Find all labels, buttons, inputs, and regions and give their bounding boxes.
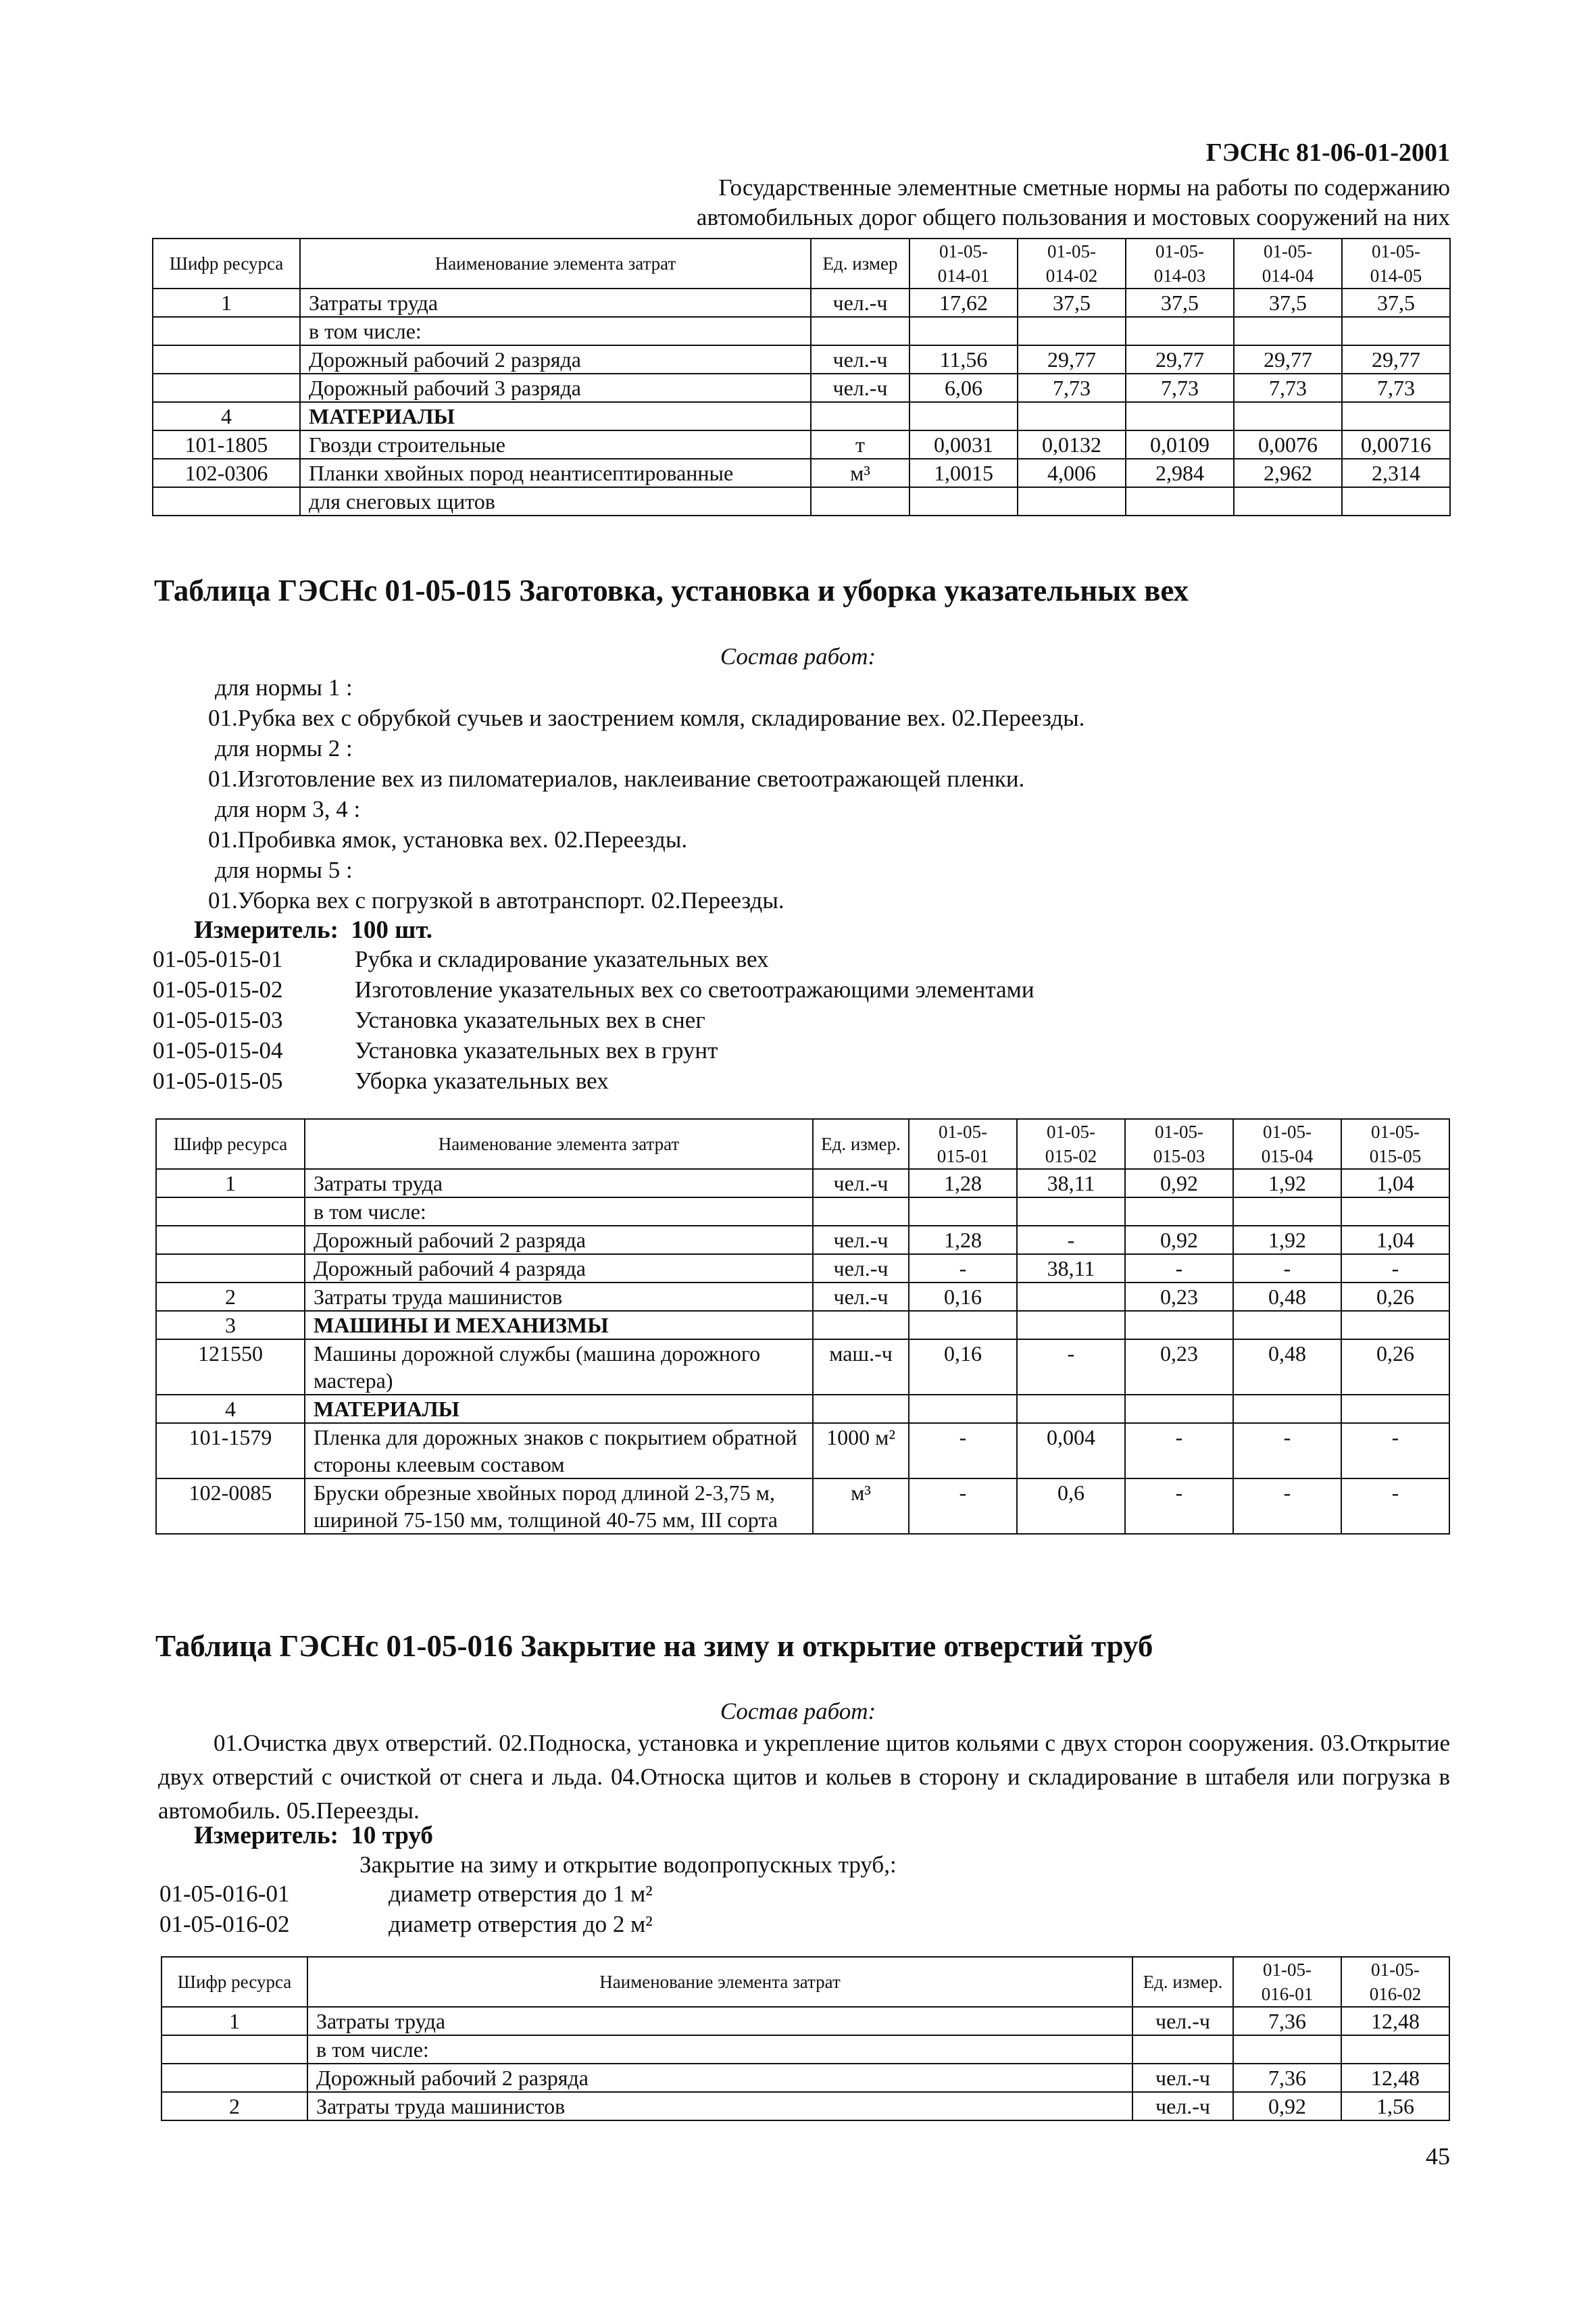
cell-value — [909, 487, 1018, 516]
cell-value — [1342, 402, 1450, 430]
column-header: 01-05- 014-01 — [909, 239, 1018, 289]
norm-code: 01-05-016-02 — [159, 1911, 290, 1937]
cell-code — [153, 317, 300, 345]
cell-unit: чел.-ч — [813, 1283, 909, 1311]
column-header: Шифр ресурса — [156, 1119, 305, 1169]
cell-code: 101-1805 — [153, 430, 300, 459]
table-row — [153, 487, 1450, 516]
cell-code: 3 — [156, 1311, 305, 1339]
cell-unit — [811, 317, 909, 345]
cell-name: Пленка для дорожных знаков с покрытием обратной стороны клеевым составом — [305, 1423, 813, 1478]
cell-value: 12,48 — [1341, 2007, 1449, 2035]
cell-value: 38,11 — [1017, 1169, 1125, 1197]
cell-value: - — [1125, 1478, 1233, 1534]
cell-value: 37,5 — [1126, 289, 1234, 317]
composition-label: Состав работ: — [720, 643, 876, 670]
cell-value: 29,77 — [1342, 345, 1450, 374]
table-header-row — [161, 1957, 1449, 2007]
cell-value: 0,92 — [1125, 1226, 1233, 1254]
norm-item — [159, 1881, 653, 1908]
measure-value: 100 шт. — [351, 916, 433, 944]
cell-code: 1 — [153, 289, 300, 317]
column-header: Шифр ресурса — [161, 1957, 307, 2007]
work-step: 01.Изготовление вех из пиломатериалов, наклеивание светоотражающей пленки. — [208, 766, 1025, 792]
cell-name: Затраты труда машинистов — [305, 1283, 813, 1311]
column-header: 01-05- 014-02 — [1018, 239, 1126, 289]
cell-code — [161, 2035, 307, 2064]
cell-code: 4 — [153, 402, 300, 430]
norm-group-label: для норм 3, 4 : — [215, 796, 361, 822]
norm-text: Установка указательных вех в грунт — [355, 1037, 718, 1064]
cell-value — [1018, 487, 1126, 516]
cell-value: 11,56 — [909, 345, 1018, 374]
cell-value — [1341, 1311, 1449, 1339]
cell-name: Бруски обрезные хвойных пород длиной 2-3,75 м, шириной 75-150 мм, толщиной 40-75 мм, III сорта — [305, 1478, 813, 1534]
norm-group-label: для нормы 2 : — [215, 735, 353, 762]
cell-value: 37,5 — [1342, 289, 1450, 317]
cell-value: - — [909, 1478, 1017, 1534]
cell-value: - — [1233, 1254, 1341, 1283]
cell-value: 0,92 — [1233, 2092, 1341, 2120]
cell-unit — [813, 1395, 909, 1423]
cell-unit: чел.-ч — [811, 289, 909, 317]
norm-code: 01-05-015-03 — [153, 1007, 283, 1033]
resource-table-016 — [161, 1956, 1450, 2121]
norm-code: 01-05-015-05 — [153, 1068, 283, 1094]
norm-text: диаметр отверстия до 1 м² — [389, 1881, 653, 1907]
cell-unit: чел.-ч — [1132, 2092, 1233, 2120]
resource-table-015 — [155, 1118, 1450, 1535]
cell-name: Затраты труда — [305, 1169, 813, 1197]
cell-value: 29,77 — [1234, 345, 1342, 374]
norm-group-label: для нормы 1 : — [215, 674, 353, 701]
column-header: 01-05- 014-04 — [1234, 239, 1342, 289]
norm-text: Изготовление указательных вех со светоотражающими элементами — [355, 976, 1034, 1003]
cell-value: 17,62 — [909, 289, 1018, 317]
cell-code — [156, 1226, 305, 1254]
table-row — [153, 374, 1450, 402]
cell-value: 0,16 — [909, 1339, 1017, 1395]
cell-value — [1341, 1197, 1449, 1226]
cell-unit: чел.-ч — [1132, 2064, 1233, 2092]
table-row — [156, 1311, 1449, 1339]
cell-name: в том числе: — [305, 1197, 813, 1226]
cell-value — [1233, 1311, 1341, 1339]
cell-value: 29,77 — [1126, 345, 1234, 374]
cell-value: 0,16 — [909, 1283, 1017, 1311]
column-header: 01-05- 014-03 — [1126, 239, 1234, 289]
cell-value: - — [1233, 1423, 1341, 1478]
cell-code — [153, 345, 300, 374]
composition-label: Состав работ: — [720, 1698, 876, 1724]
column-header: Ед. измер — [811, 239, 909, 289]
work-step: 01.Рубка вех с обрубкой сучьев и заострением комля, складирование вех. 02.Переезды. — [208, 705, 1085, 731]
table-row — [156, 1283, 1449, 1311]
cell-value: - — [1017, 1226, 1125, 1254]
column-header: 01-05- 016-01 — [1233, 1957, 1341, 2007]
column-header: 01-05- 016-02 — [1341, 1957, 1449, 2007]
cell-value: - — [1125, 1254, 1233, 1283]
page-number: 45 — [1426, 2143, 1450, 2170]
cell-value: 1,28 — [909, 1169, 1017, 1197]
cell-value — [909, 1197, 1017, 1226]
column-header: Ед. измер. — [1132, 1957, 1233, 2007]
cell-unit: маш.-ч — [813, 1339, 909, 1395]
section-title-015: Таблица ГЭСНс 01-05-015 Заготовка, установка и уборка указательных вех — [154, 574, 1189, 607]
composition-paragraph: 01.Очистка двух отверстий. 02.Подноска, установка и укрепление щитов кольями с двух сторон сооружения. 03.Открытие двух отверстий с очисткой от снега и льда. 04.Относка щитов и кольев в сторону и складирование в штабеля или погрузка в автомобиль. 05.Переезды. — [158, 1730, 1450, 1824]
cell-code: 1 — [161, 2007, 307, 2035]
norm-item — [159, 1911, 653, 1938]
column-header: 01-05- 015-01 — [909, 1119, 1017, 1169]
cell-value: - — [1341, 1478, 1449, 1534]
measure-label: Измеритель: — [194, 1822, 339, 1849]
work-step: 01.Пробивка ямок, установка вех. 02.Переезды. — [208, 826, 688, 853]
cell-unit — [813, 1197, 909, 1226]
cell-name: в том числе: — [300, 317, 811, 345]
cell-value — [1125, 1197, 1233, 1226]
table-row — [161, 2092, 1449, 2120]
table-row — [156, 1197, 1449, 1226]
cell-value: 7,73 — [1234, 374, 1342, 402]
table-row — [156, 1254, 1449, 1283]
cell-name: Гвозди строительные — [300, 430, 811, 459]
table-row — [153, 402, 1450, 430]
cell-value: 0,0076 — [1234, 430, 1342, 459]
column-header: 01-05- 015-03 — [1125, 1119, 1233, 1169]
cell-unit: м³ — [811, 459, 909, 487]
cell-value: 7,73 — [1018, 374, 1126, 402]
cell-name: Затраты труда — [300, 289, 811, 317]
norm-item — [153, 976, 1034, 1003]
cell-value: 1,04 — [1341, 1169, 1449, 1197]
cell-code: 101-1579 — [156, 1423, 305, 1478]
cell-value — [1342, 317, 1450, 345]
cell-value — [1017, 1311, 1125, 1339]
cell-code: 102-0085 — [156, 1478, 305, 1534]
measure-line — [194, 916, 432, 945]
cell-value: 1,04 — [1341, 1226, 1449, 1254]
cell-value — [1018, 317, 1126, 345]
table-row — [161, 2007, 1449, 2035]
cell-value — [1017, 1395, 1125, 1423]
cell-value: 4,006 — [1018, 459, 1126, 487]
cell-value: 0,00716 — [1342, 430, 1450, 459]
cell-code: 102-0306 — [153, 459, 300, 487]
cell-value: - — [909, 1423, 1017, 1478]
cell-value: - — [1017, 1339, 1125, 1395]
norm-text: Рубка и складирование указательных вех — [355, 946, 769, 972]
cell-value — [1017, 1283, 1125, 1311]
cell-value: 0,004 — [1017, 1423, 1125, 1478]
cell-value: 2,962 — [1234, 459, 1342, 487]
cell-value: 1,28 — [909, 1226, 1017, 1254]
table-row — [156, 1423, 1449, 1478]
cell-unit: чел.-ч — [811, 374, 909, 402]
cell-name: в том числе: — [307, 2035, 1132, 2064]
cell-name: для снеговых щитов — [300, 487, 811, 516]
norm-code: 01-05-016-01 — [159, 1881, 290, 1907]
cell-value — [1341, 2035, 1449, 2064]
cell-value: - — [1125, 1423, 1233, 1478]
norm-text: диаметр отверстия до 2 м² — [389, 1911, 653, 1937]
cell-value — [1017, 1197, 1125, 1226]
table-row — [156, 1226, 1449, 1254]
cell-code — [161, 2064, 307, 2092]
cell-code — [156, 1197, 305, 1226]
cell-value — [1234, 317, 1342, 345]
cell-unit — [811, 402, 909, 430]
document-title-line1: Государственные элементные сметные нормы на работы по содержанию — [718, 174, 1450, 201]
column-header: Шифр ресурса — [153, 239, 300, 289]
cell-value: 37,5 — [1234, 289, 1342, 317]
cell-value: 0,92 — [1125, 1169, 1233, 1197]
cell-value: 38,11 — [1017, 1254, 1125, 1283]
work-step: 01.Уборка вех с погрузкой в автотранспорт. 02.Переезды. — [208, 887, 784, 914]
norm-text: Установка указательных вех в снег — [355, 1007, 705, 1033]
cell-value: - — [909, 1254, 1017, 1283]
cell-name: Затраты труда — [307, 2007, 1132, 2035]
cell-name: МАТЕРИАЛЫ — [305, 1395, 813, 1423]
cell-value: 0,48 — [1233, 1283, 1341, 1311]
cell-value — [1125, 1395, 1233, 1423]
cell-unit — [813, 1311, 909, 1339]
table-row — [156, 1478, 1449, 1534]
cell-name: Дорожный рабочий 2 разряда — [305, 1226, 813, 1254]
norm-group-label: для нормы 5 : — [215, 857, 353, 883]
column-header: Наименование элемента затрат — [305, 1119, 813, 1169]
cell-value — [909, 317, 1018, 345]
cell-name: МАШИНЫ И МЕХАНИЗМЫ — [305, 1311, 813, 1339]
cell-name: Дорожный рабочий 3 разряда — [300, 374, 811, 402]
document-title-line2: автомобильных дорог общего пользования и мостовых сооружений на них — [696, 204, 1450, 230]
cell-name: МАТЕРИАЛЫ — [300, 402, 811, 430]
cell-value — [1018, 402, 1126, 430]
cell-value: 0,48 — [1233, 1339, 1341, 1395]
cell-value: 7,73 — [1342, 374, 1450, 402]
measure-label: Измеритель: — [194, 916, 339, 944]
resource-table-014 — [152, 238, 1451, 516]
cell-unit: чел.-ч — [813, 1169, 909, 1197]
cell-value: 7,36 — [1233, 2007, 1341, 2035]
column-header: 01-05- 015-05 — [1341, 1119, 1449, 1169]
cell-value — [909, 402, 1018, 430]
cell-unit: чел.-ч — [813, 1254, 909, 1283]
norm-subhead: Закрытие на зиму и открытие водопропускных труб,: — [359, 1851, 897, 1878]
cell-unit: м³ — [813, 1478, 909, 1534]
cell-value: 0,23 — [1125, 1283, 1233, 1311]
section-title-016: Таблица ГЭСНс 01-05-016 Закрытие на зиму и открытие отверстий труб — [155, 1629, 1153, 1663]
cell-value: - — [1233, 1478, 1341, 1534]
cell-name: Дорожный рабочий 2 разряда — [307, 2064, 1132, 2092]
table-row — [161, 2035, 1449, 2064]
cell-code — [153, 487, 300, 516]
cell-name: Машины дорожной службы (машина дорожного мастера) — [305, 1339, 813, 1395]
column-header: Ед. измер. — [813, 1119, 909, 1169]
cell-code — [156, 1254, 305, 1283]
cell-value: 12,48 — [1341, 2064, 1449, 2092]
cell-value — [1126, 487, 1234, 516]
norm-item — [153, 946, 769, 973]
norm-item — [153, 1068, 609, 1095]
cell-value: 2,984 — [1126, 459, 1234, 487]
cell-value: 1,0015 — [909, 459, 1018, 487]
norm-code: 01-05-015-04 — [153, 1037, 283, 1064]
table-row — [153, 430, 1450, 459]
cell-value: 0,6 — [1017, 1478, 1125, 1534]
cell-code: 1 — [156, 1169, 305, 1197]
cell-value: 6,06 — [909, 374, 1018, 402]
cell-code — [153, 374, 300, 402]
cell-value — [1233, 2035, 1341, 2064]
cell-unit — [811, 487, 909, 516]
cell-value — [909, 1311, 1017, 1339]
norm-code: 01-05-015-01 — [153, 946, 283, 972]
cell-value: 1,92 — [1233, 1226, 1341, 1254]
table-header-row — [153, 239, 1450, 289]
cell-value — [1233, 1197, 1341, 1226]
column-header: 01-05- 015-04 — [1233, 1119, 1341, 1169]
cell-code: 4 — [156, 1395, 305, 1423]
cell-value — [1233, 1395, 1341, 1423]
cell-value: 1,92 — [1233, 1169, 1341, 1197]
table-row — [156, 1395, 1449, 1423]
cell-unit: чел.-ч — [811, 345, 909, 374]
cell-value: 0,23 — [1125, 1339, 1233, 1395]
cell-value: 0,0031 — [909, 430, 1018, 459]
cell-unit: т — [811, 430, 909, 459]
table-row — [153, 317, 1450, 345]
cell-value: 0,26 — [1341, 1283, 1449, 1311]
cell-name: Затраты труда машинистов — [307, 2092, 1132, 2120]
table-row — [153, 289, 1450, 317]
table-row — [153, 345, 1450, 374]
measure-line — [194, 1821, 433, 1850]
norm-text: Уборка указательных вех — [355, 1068, 609, 1094]
cell-unit: чел.-ч — [813, 1226, 909, 1254]
column-header: Наименование элемента затрат — [300, 239, 811, 289]
cell-name: Дорожный рабочий 4 разряда — [305, 1254, 813, 1283]
cell-value: 29,77 — [1018, 345, 1126, 374]
norm-item — [153, 1007, 705, 1034]
cell-value: - — [1341, 1254, 1449, 1283]
cell-code: 121550 — [156, 1339, 305, 1395]
cell-value: 2,314 — [1342, 459, 1450, 487]
cell-value — [909, 1395, 1017, 1423]
norm-item — [153, 1037, 718, 1064]
cell-value: 37,5 — [1018, 289, 1126, 317]
cell-unit: чел.-ч — [1132, 2007, 1233, 2035]
cell-value — [1342, 487, 1450, 516]
table-row — [161, 2064, 1449, 2092]
table-row — [156, 1169, 1449, 1197]
cell-value: 7,36 — [1233, 2064, 1341, 2092]
table-header-row — [156, 1119, 1449, 1169]
table-row — [156, 1339, 1449, 1395]
cell-unit — [1132, 2035, 1233, 2064]
cell-code: 2 — [156, 1283, 305, 1311]
cell-value: 7,73 — [1126, 374, 1234, 402]
cell-value: 0,0132 — [1018, 430, 1126, 459]
cell-value: 0,26 — [1341, 1339, 1449, 1395]
cell-value: 1,56 — [1341, 2092, 1449, 2120]
cell-code: 2 — [161, 2092, 307, 2120]
cell-value — [1341, 1395, 1449, 1423]
cell-value: 0,0109 — [1126, 430, 1234, 459]
cell-name: Дорожный рабочий 2 разряда — [300, 345, 811, 374]
norm-code: 01-05-015-02 — [153, 976, 283, 1003]
cell-value — [1234, 487, 1342, 516]
table-row — [153, 459, 1450, 487]
document-code: ГЭСНс 81-06-01-2001 — [1205, 139, 1450, 167]
measure-value: 10 труб — [351, 1822, 433, 1849]
column-header: 01-05- 015-02 — [1017, 1119, 1125, 1169]
cell-unit: 1000 м² — [813, 1423, 909, 1478]
cell-value — [1126, 402, 1234, 430]
cell-value — [1234, 402, 1342, 430]
cell-value — [1125, 1311, 1233, 1339]
cell-value — [1126, 317, 1234, 345]
column-header: 01-05- 014-05 — [1342, 239, 1450, 289]
column-header: Наименование элемента затрат — [307, 1957, 1132, 2007]
cell-name: Планки хвойных пород неантисептированные — [300, 459, 811, 487]
cell-value: - — [1341, 1423, 1449, 1478]
